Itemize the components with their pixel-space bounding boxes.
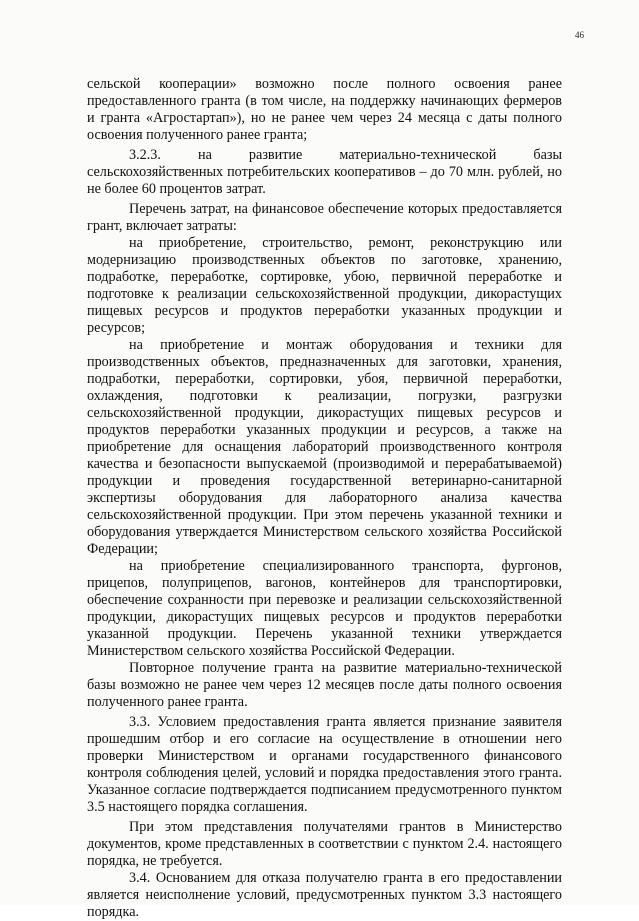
paragraph: сельской кооперации» возможно после полного освоения ранее предоставленного гранта (в том числе, на поддержку начинающих фермеров и гранта «Агростартап»), но не ранее чем через 24 месяца с даты полного освоения полученного ранее гранта;: [87, 76, 562, 143]
paragraph: на приобретение и монтаж оборудования и техники для производственных объектов, предназначенных для заготовки, хранения, подработки, переработки, сортировки, убоя, первичной переработки, охлаждения, подготовки к реализации, погрузки, разгрузки сельскохозяйственной продукции, дикорастущих пищевых ресурсов и продуктов переработки указанных продукции и ресурсов, а также на приобретение для оснащения лабораторий производственного контроля качества и безопасности выпускаемой (производимой и перерабатываемой) продукции и проведения государственной ветеринарно-санитарной экспертизы оборудования для лабораторного анализа качества сельскохозяйственной продукции. При этом перечень указанной техники и оборудования утверждается Министерством сельского хозяйства Российской Федерации;: [87, 337, 562, 557]
paragraph: на приобретение специализированного транспорта, фургонов, прицепов, полуприцепов, вагонов, контейнеров для транспортировки, обеспечение сохранности при перевозке и реализации сельскохозяйственной продукции, дикорастущих пищевых ресурсов и продуктов переработки указанной продукции. Перечень указанной техники утверждается Министерством сельского хозяйства Российской Федерации.: [87, 558, 562, 659]
paragraph: При этом представления получателями грантов в Министерство документов, кроме представленных в соответствии с пунктом 2.4. настоящего порядка, не требуется.: [87, 819, 562, 869]
body-text: [87, 76, 562, 921]
paragraph: Повторное получение гранта на развитие материально-технической базы возможно не ранее чем через 12 месяцев после даты полного освоения полученного ранее гранта.: [87, 660, 562, 710]
paragraph: 3.4. Основанием для отказа получателю гранта в его предоставлении является неисполнение условий, предусмотренных пунктом 3.3 настоящего порядка.: [87, 870, 562, 920]
paragraph: 3.2.3. на развитие материально-технической базы сельскохозяйственных потребительских кооперативов – до 70 млн. рублей, но не более 60 процентов затрат.: [87, 147, 562, 197]
paragraph: на приобретение, строительство, ремонт, реконструкцию или модернизацию производственных объектов по заготовке, хранению, подработке, переработке, сортировке, убою, первичной переработке и подготовке к реализации сельскохозяйственной продукции, дикорастущих пищевых ресурсов и продуктов переработки указанных продукции и ресурсов;: [87, 235, 562, 336]
paragraph: Перечень затрат, на финансовое обеспечение которых предоставляется грант, включает затраты:: [87, 201, 562, 234]
page-number: 46: [575, 30, 584, 40]
paragraph: 3.3. Условием предоставления гранта является признание заявителя прошедшим отбор и его согласие на осуществление в отношении него проверки Министерством и органами государственного финансового контроля соблюдения целей, условий и порядка предоставления этого гранта. Указанное согласие подтверждается подписанием предусмотренного пунктом 3.5 настоящего порядка соглашения.: [87, 714, 562, 815]
